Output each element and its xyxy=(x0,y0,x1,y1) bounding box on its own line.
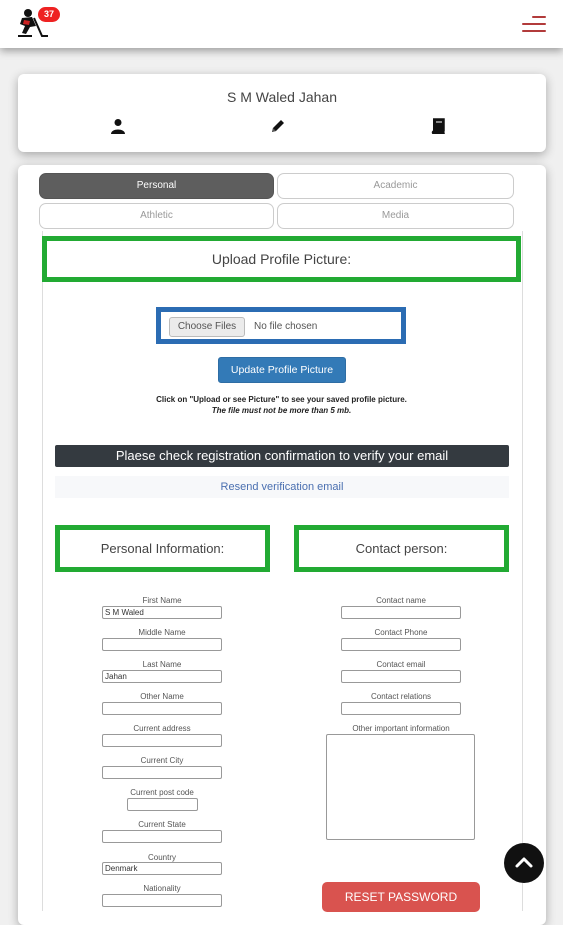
other-info-textarea[interactable] xyxy=(326,734,475,840)
nationality-input[interactable] xyxy=(102,894,222,907)
contact-name-input[interactable] xyxy=(341,606,461,619)
current-post-code-label: Current post code xyxy=(130,788,194,797)
chevron-up-icon xyxy=(504,843,544,883)
personal-info-title xyxy=(55,525,270,572)
book-icon[interactable] xyxy=(430,118,448,136)
contact-email-label: Contact email xyxy=(376,660,426,669)
current-address-label: Current address xyxy=(133,724,191,733)
resend-verification-link[interactable]: Resend verification email xyxy=(55,476,509,498)
top-navbar xyxy=(0,0,563,48)
first-name-input[interactable]: S M Waled xyxy=(102,606,222,619)
personal-info-title-text: Personal Information: xyxy=(100,541,225,556)
contact-person-title-text: Contact person: xyxy=(355,541,448,556)
tab-pane-border-right xyxy=(522,231,523,911)
choose-files-button[interactable]: Choose Files xyxy=(169,317,245,337)
no-file-text: No file chosen xyxy=(254,321,318,332)
other-name-input[interactable] xyxy=(102,702,222,715)
contact-phone-input[interactable] xyxy=(341,638,461,651)
middle-name-input[interactable] xyxy=(102,638,222,651)
verify-email-alert: Plaese check registration confirmation to verify your email xyxy=(55,445,509,467)
country-label: Country xyxy=(147,853,176,862)
tab-personal[interactable]: Personal xyxy=(39,173,274,199)
file-input[interactable] xyxy=(156,307,406,344)
tab-media[interactable]: Media xyxy=(277,203,514,229)
pencil-icon[interactable] xyxy=(270,118,288,136)
current-state-input[interactable] xyxy=(102,830,222,843)
tab-athletic[interactable]: Athletic xyxy=(39,203,274,229)
tab-pane-border-left xyxy=(42,231,43,911)
nationality-label: Nationality xyxy=(143,884,181,893)
contact-person-title xyxy=(294,525,509,572)
scroll-to-top-button[interactable] xyxy=(504,843,544,883)
notification-badge[interactable]: 37 xyxy=(38,7,60,22)
hamburger-menu-icon[interactable] xyxy=(518,14,546,34)
file-size-hint: The file must not be more than 5 mb. xyxy=(211,406,352,415)
update-profile-picture-button[interactable]: Update Profile Picture xyxy=(218,357,346,383)
contact-email-input[interactable] xyxy=(341,670,461,683)
current-address-input[interactable] xyxy=(102,734,222,747)
last-name-label: Last Name xyxy=(142,660,182,669)
contact-relations-label: Contact relations xyxy=(370,692,432,701)
profile-name: S M Waled Jahan xyxy=(227,89,337,105)
upload-section-title xyxy=(42,236,521,282)
current-city-label: Current City xyxy=(140,756,184,765)
country-input[interactable]: Denmark xyxy=(102,862,222,875)
user-icon[interactable] xyxy=(110,118,128,136)
current-state-label: Current State xyxy=(138,820,186,829)
contact-name-label: Contact name xyxy=(376,596,426,605)
last-name-input[interactable]: Jahan xyxy=(102,670,222,683)
profile-summary-card xyxy=(18,74,546,152)
upload-hint: Click on "Upload or see Picture" to see your saved profile picture. xyxy=(156,395,407,404)
first-name-label: First Name xyxy=(142,596,182,605)
current-post-code-input[interactable] xyxy=(127,798,198,811)
current-city-input[interactable] xyxy=(102,766,222,779)
tab-academic[interactable]: Academic xyxy=(277,173,514,199)
contact-phone-label: Contact Phone xyxy=(374,628,428,637)
other-name-label: Other Name xyxy=(140,692,184,701)
contact-relations-input[interactable] xyxy=(341,702,461,715)
upload-title-text: Upload Profile Picture: xyxy=(211,251,352,267)
reset-password-button[interactable]: RESET PASSWORD xyxy=(322,882,480,912)
middle-name-label: Middle Name xyxy=(138,628,186,637)
other-info-label: Other important information xyxy=(352,724,450,733)
